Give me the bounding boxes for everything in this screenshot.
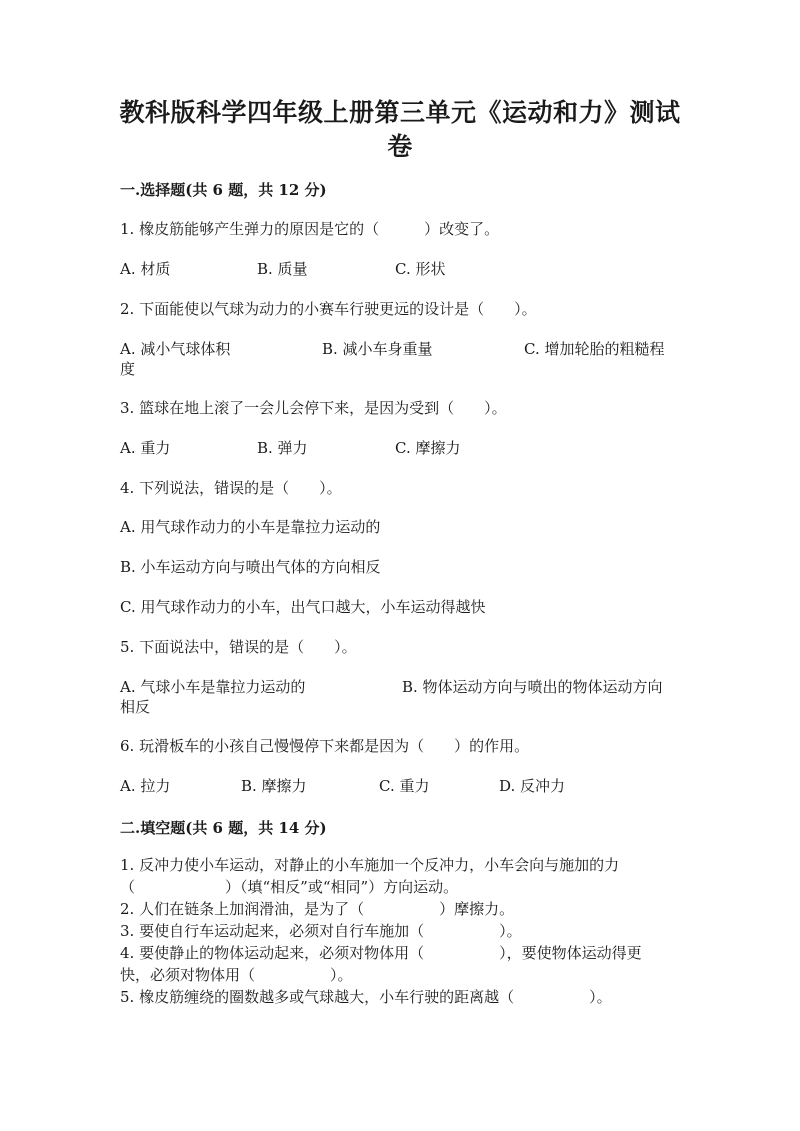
question-1-option-a: A. 材质 <box>120 260 171 278</box>
question-4-option-c: C. 用气球作动力的小车，出气口越大，小车运动得越快 <box>120 598 486 616</box>
question-5-stem: 5. 下面说法中，错误的是（ ）。 <box>120 638 357 656</box>
section-heading-choice: 一.选择题(共 6 题，共 12 分) <box>120 181 327 199</box>
fill-blank-line: 4. 要使静止的物体运动起来，必须对物体用（ ），要使物体运动得更 <box>120 944 642 962</box>
question-1-stem: 1. 橡皮筋能够产生弹力的原因是它的（ ）改变了。 <box>120 220 500 238</box>
question-5-option-a: A. 气球小车是靠拉力运动的 <box>120 678 306 696</box>
fill-blank-line: 快，必须对物体用（ ）。 <box>120 966 353 984</box>
question-1-option-c: C. 形状 <box>395 260 446 278</box>
question-2-option-b: B. 减小车身重量 <box>322 340 433 358</box>
question-2-option-c: C. 增加轮胎的粗糙程 <box>524 340 665 358</box>
question-6-option-c: C. 重力 <box>379 777 430 795</box>
question-3-stem: 3. 篮球在地上滚了一会儿会停下来，是因为受到（ ）。 <box>120 399 507 417</box>
fill-blank-line: 1. 反冲力使小车运动，对静止的小车施加一个反冲力，小车会向与施加的力 <box>120 856 620 874</box>
question-2-option-a: A. 减小气球体积 <box>120 340 231 358</box>
question-2-stem: 2. 下面能使以气球为动力的小赛车行驶更远的设计是（ ）。 <box>120 300 537 318</box>
question-3-option-c: C. 摩擦力 <box>395 439 461 457</box>
fill-blank-line: （ ）（填“相反”或“相同”）方向运动。 <box>120 878 459 896</box>
page-title-continuation: 卷 <box>387 132 413 161</box>
question-5-option-b: B. 物体运动方向与喷出的物体运动方向 <box>402 678 663 696</box>
fill-blank-line: 3. 要使自行车运动起来，必须对自行车施加（ ）。 <box>120 922 522 940</box>
question-5-option-b-wrap: 相反 <box>120 698 151 716</box>
fill-blank-line: 2. 人们在链条上加润滑油，是为了（ ）摩擦力。 <box>120 900 515 918</box>
page-title: 教科版科学四年级上册第三单元《运动和力》测试 <box>119 98 681 127</box>
question-2-option-c-wrap: 度 <box>120 360 136 378</box>
question-3-option-a: A. 重力 <box>120 439 171 457</box>
question-6-option-a: A. 拉力 <box>120 777 171 795</box>
question-1-option-b: B. 质量 <box>257 260 308 278</box>
question-4-option-a: A. 用气球作动力的小车是靠拉力运动的 <box>120 518 381 536</box>
fill-blank-line: 5. 橡皮筋缠绕的圈数越多或气球越大，小车行驶的距离越（ ）。 <box>120 988 612 1006</box>
question-4-option-b: B. 小车运动方向与喷出气体的方向相反 <box>120 558 381 576</box>
section-heading-fill-blank: 二.填空题(共 6 题，共 14 分) <box>120 819 327 837</box>
question-6-option-b: B. 摩擦力 <box>241 777 307 795</box>
question-3-option-b: B. 弹力 <box>257 439 308 457</box>
question-4-stem: 4. 下列说法，错误的是（ ）。 <box>120 479 342 497</box>
question-6-option-d: D. 反冲力 <box>499 777 566 795</box>
question-6-stem: 6. 玩滑板车的小孩自己慢慢停下来都是因为（ ）的作用。 <box>120 737 530 755</box>
